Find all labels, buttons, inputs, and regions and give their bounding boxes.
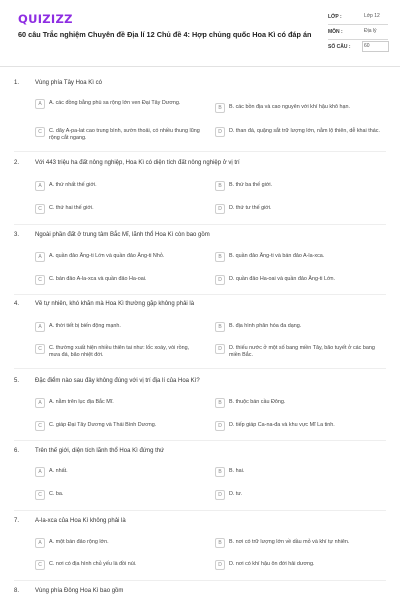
option-letter: D [215, 421, 225, 431]
option-letter: B [215, 538, 225, 548]
question-text: Trên thế giới, diện tích lãnh thổ Hoa Kì đứng thứ [35, 448, 165, 454]
option-text: D. thứ tư thế giới. [229, 205, 272, 211]
question-text: Về tự nhiên, khó khăn mà Hoa Kì thường gặp không phải là [35, 301, 195, 307]
option-letter: D [215, 127, 225, 137]
meta-value: 60 [364, 43, 370, 49]
option-letter: A [35, 398, 45, 408]
question-number: 5. [14, 378, 20, 384]
option-letter: C [35, 127, 45, 137]
option-text: D. than đá, quặng sắt trữ lượng lớn, nằm lộ thiên, dễ khai thác. [229, 128, 380, 134]
question-divider [14, 224, 386, 225]
question-text: Với 443 triệu ha đất nông nghiệp, Hoa Kì có diện tích đất nông nghiệp ở vị trí [35, 160, 240, 166]
question-divider [14, 294, 386, 295]
option-letter: D [215, 204, 225, 214]
meta-row-class [328, 10, 388, 25]
option-letter: C [35, 344, 45, 354]
option-letter: B [215, 252, 225, 262]
question-number: 1. [14, 80, 20, 86]
question-number: 8. [14, 588, 20, 594]
option-text: B. địa hình phân hóa đa dạng. [229, 323, 302, 329]
option-text: B. thứ ba thế giới. [229, 182, 273, 188]
option-text: B. các bồn địa và cao nguyên với khí hậu khô hạn. [229, 104, 351, 110]
question-text: A-la-xca của Hoa Kì không phải là [35, 518, 126, 524]
option-letter: D [215, 490, 225, 500]
option-text: C. bán đảo A-la-xca và quần đảo Ha-oai. [49, 276, 147, 282]
option-text: D. thiếu nước ở một số bang miền Tây, bão tuyết ở các bang miền Bắc. [229, 345, 375, 358]
option-letter: A [35, 322, 45, 332]
option-letter: C [35, 275, 45, 285]
option-letter: C [35, 204, 45, 214]
option-letter: B [215, 181, 225, 191]
quizizz-logo: QUIZIZZ [18, 12, 73, 26]
worksheet-meta [328, 10, 388, 55]
question-number: 2. [14, 160, 20, 166]
option-letter: A [35, 467, 45, 477]
question-divider [14, 151, 386, 152]
option-text: C. ba. [49, 491, 64, 497]
option-letter: A [35, 252, 45, 262]
option-letter: B [215, 467, 225, 477]
meta-row-subject [328, 25, 388, 40]
option-text: A. thời tiết bị biến động mạnh. [49, 323, 121, 329]
meta-value: Địa lý [364, 28, 377, 34]
option-text: B. thuộc bán cầu Đông. [229, 399, 286, 405]
question-text: Đặc điểm nào sau đây không đúng với vị trí địa lí của Hoa Kì? [35, 378, 200, 384]
option-text: B. hai. [229, 468, 245, 474]
meta-label: LỚP : [328, 14, 342, 20]
option-text: A. nhất. [49, 468, 68, 474]
question-text: Vùng phía Đông Hoa Kì bao gồm [35, 588, 124, 594]
option-letter: B [215, 398, 225, 408]
option-text: D. quần đảo Ha-oai và quần đảo Ăng-ti Lớn. [229, 276, 336, 282]
option-text: A. thứ nhất thế giới. [49, 182, 97, 188]
question-number: 7. [14, 518, 20, 524]
option-letter: A [35, 99, 45, 109]
meta-label: MÔN : [328, 29, 343, 35]
option-text: D. tiếp giáp Ca-na-đa và khu vực Mĩ La tinh. [229, 422, 335, 428]
question-divider [14, 440, 386, 441]
option-text: C. thứ hai thế giới. [49, 205, 94, 211]
option-letter: A [35, 181, 45, 191]
option-letter: A [35, 538, 45, 548]
option-text: B. nơi có trữ lượng lớn về dầu mỏ và khí tự nhiên. [229, 539, 350, 545]
meta-label: SỐ CÂU : [328, 44, 351, 50]
worksheet-header [0, 0, 400, 66]
option-letter: C [35, 421, 45, 431]
option-letter: C [35, 560, 45, 570]
option-letter: B [215, 103, 225, 113]
question-number: 4. [14, 301, 20, 307]
option-text: C. giáp Đại Tây Dương và Thái Bình Dương. [49, 422, 157, 428]
option-text: C. nơi có địa hình chủ yếu là đồi núi. [49, 561, 137, 567]
worksheet-title: 60 câu Trắc nghiệm Chuyên đề Địa lí 12 Chủ đề 4: Hợp chủng quốc Hoa Kì có đáp án [18, 30, 312, 39]
option-letter: D [215, 275, 225, 285]
option-text: A. nằm trên lục địa Bắc Mĩ. [49, 399, 114, 405]
question-divider [14, 580, 386, 581]
option-letter: D [215, 560, 225, 570]
question-number: 6. [14, 448, 20, 454]
question-text: Ngoài phần đất ở trung tâm Bắc Mĩ, lãnh thổ Hoa Kì còn bao gồm [35, 232, 210, 238]
question-divider [14, 510, 386, 511]
meta-row-count [328, 40, 388, 55]
option-letter: D [215, 344, 225, 354]
option-text: C. thường xuất hiện nhiều thiên tai như: lốc xoáy, vòi rồng, mưa đá, bão nhiệt đới. [49, 345, 190, 358]
question-text: Vùng phía Tây Hoa Kì có [35, 80, 102, 86]
option-text: D. nơi có khí hậu ôn đới hải dương. [229, 561, 315, 567]
question-number: 3. [14, 232, 20, 238]
option-text: A. một bán đảo rộng lớn. [49, 539, 109, 545]
meta-value: Lớp 12 [364, 13, 380, 19]
question-divider [14, 368, 386, 369]
option-text: A. các đồng bằng phù sa rộng lớn ven Đại Tây Dương. [49, 100, 181, 106]
option-letter: C [35, 490, 45, 500]
option-text: A. quần đảo Ăng-ti Lớn và quần đảo Ăng-ti Nhỏ. [49, 253, 165, 259]
option-text: B. quần đảo Ăng-ti và bán đảo A-la-xca. [229, 253, 325, 259]
option-letter: B [215, 322, 225, 332]
option-text: C. dãy A-pa-lat cao trung bình, sườn thoải, có nhiều thung lũng rộng cắt ngang. [49, 128, 200, 141]
option-text: D. tư. [229, 491, 243, 497]
header-divider [0, 66, 400, 67]
